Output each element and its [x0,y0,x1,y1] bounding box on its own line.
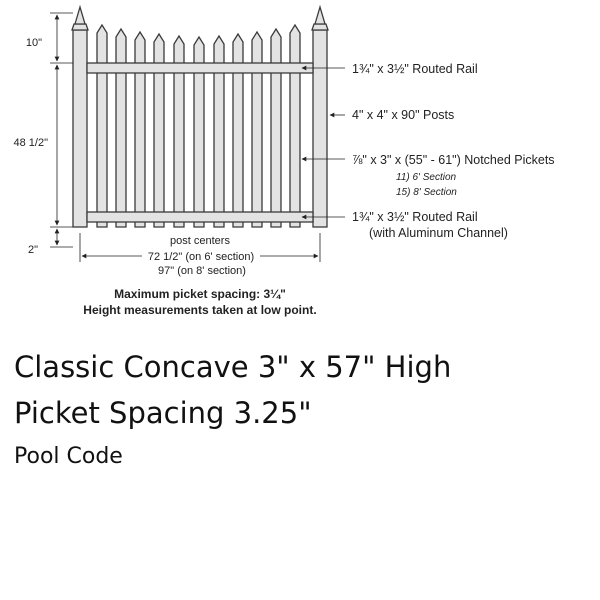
pickets-callout: ⅞" x 3" x (55" - 61") Notched Pickets [352,153,555,167]
top-rail-callout: 1¾" x 3½" Routed Rail [352,62,478,76]
bottom-rail-subnote: (with Aluminum Channel) [369,226,508,240]
picket [135,32,145,227]
picket [271,29,281,227]
pickets-8ft-note: 15) 8' Section [396,187,457,198]
dim-height-label: 48 1/2" [13,137,48,149]
top-rail [87,63,313,73]
picket [116,29,126,227]
height-measurement-note: Height measurements taken at low point. [83,303,317,317]
dim-post-centers-label: post centers [170,235,230,247]
right-post [312,7,328,227]
bottom-rail [87,212,313,222]
fence-drawing [72,7,328,227]
product-title: Classic Concave 3" x 57" High [14,350,452,384]
picket-spacing-title: Picket Spacing 3.25" [14,396,312,430]
max-spacing-note: Maximum picket spacing: 3¼" [114,287,286,301]
dim-bottom-gap-label: 2" [27,244,38,256]
pool-code-label: Pool Code [14,444,123,469]
left-post [72,7,88,227]
dim-width-6-label: 72 1/2" (on 6' section) [147,251,255,263]
bottom-rail-callout: 1¾" x 3½" Routed Rail [352,210,478,224]
pickets [97,25,300,227]
posts-callout: 4" x 4" x 90" Posts [352,108,455,122]
pickets-6ft-note: 11) 6' Section [396,172,457,183]
picket [97,25,107,227]
picket [290,25,300,227]
picket [252,32,262,227]
dim-top-label: 10" [25,37,42,49]
dim-width-8-label: 97" (on 8' section) [158,265,246,277]
